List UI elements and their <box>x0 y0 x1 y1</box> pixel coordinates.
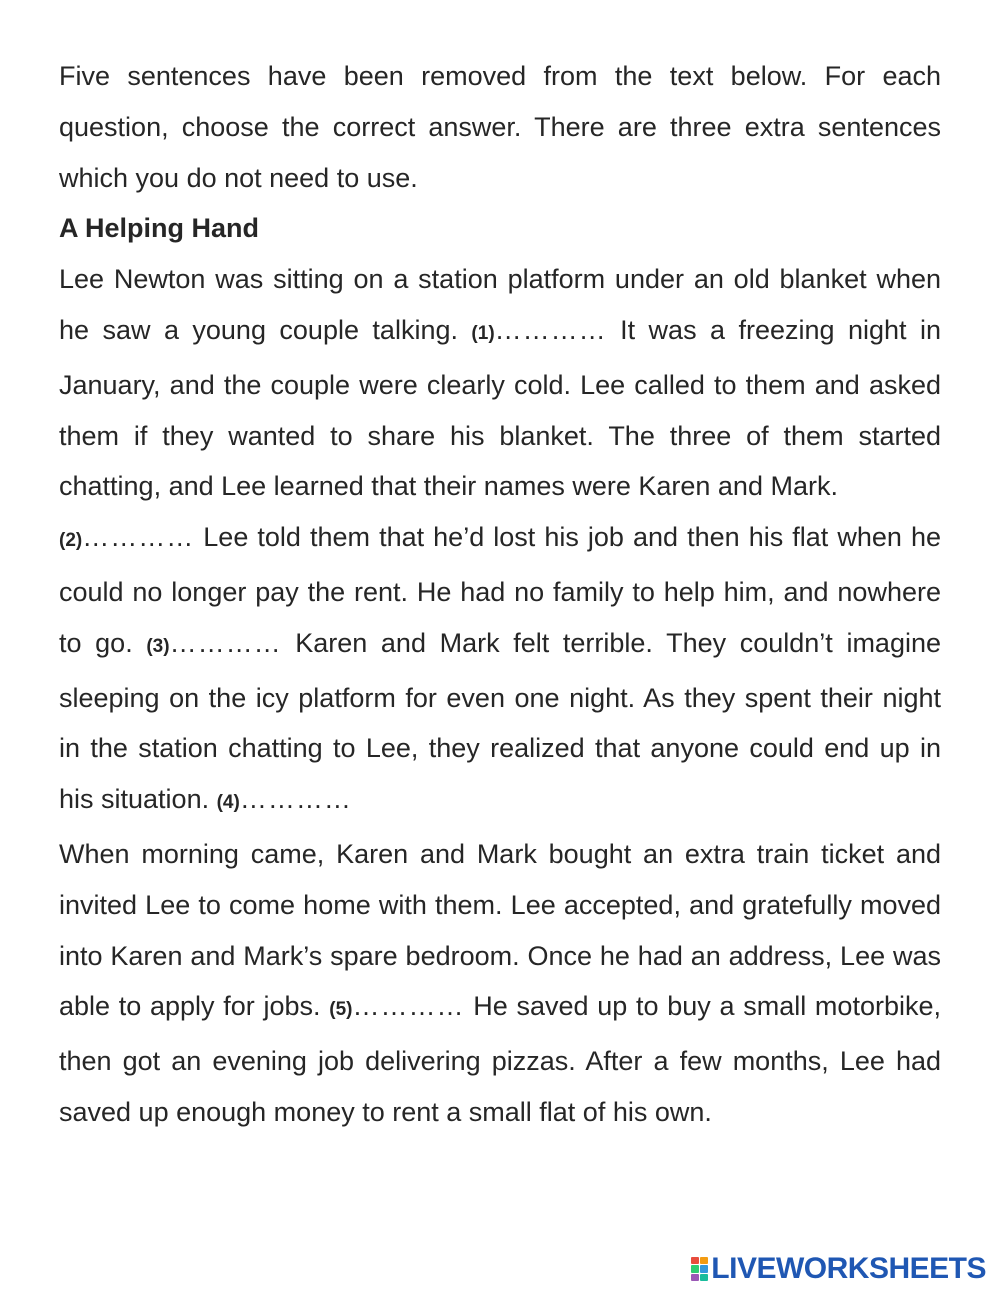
paragraph-3-text-a: When morning came, Karen and Mark bought an extra train ticket and invited Lee to come home with them. Lee accepted, and gratefully moved into Karen and Mark’s spare bedroom. Once he had an address, Lee was able to apply for jobs. <box>59 838 941 1022</box>
gap-4-dots: ………… <box>239 784 352 815</box>
paragraph-2 <box>59 512 941 829</box>
logo-square <box>700 1265 708 1273</box>
gap-1[interactable] <box>471 315 606 345</box>
gap-1-dots: ………… <box>494 314 607 345</box>
liveworksheets-logo <box>691 1254 986 1284</box>
gap-2-dots: ………… <box>82 522 195 553</box>
paragraph-3 <box>59 829 941 1138</box>
gap-5[interactable] <box>329 991 464 1021</box>
instructions: Five sentences have been removed from the text below. For each question, choose the correct answer. There are three extra sentences which you do not need to use. <box>59 61 941 193</box>
gap-5-dots: ………… <box>352 991 465 1022</box>
gap-3-dots: ………… <box>169 627 282 658</box>
paragraph-2-text-a: Lee told them that he’d lost his job and then his flat when he could no longer pay the rent. He had no family to help him, and nowhere to go. <box>59 522 941 658</box>
gap-2[interactable] <box>59 522 194 552</box>
logo-square <box>691 1257 699 1265</box>
gap-3-number: (3) <box>146 635 170 657</box>
logo-mark-icon <box>691 1257 708 1282</box>
paragraph-2-text-b: Karen and Mark felt terrible. They couldn’t imagine sleeping on the icy platform for even one night. As they spent their night in the station chatting to Lee, they realized that anyone could end up in his situation. <box>59 627 941 815</box>
paragraph-1 <box>59 254 941 512</box>
paragraph-1-text-a: Lee Newton was sitting on a station platform under an old blanket when he saw a young couple talking. <box>59 264 941 345</box>
logo-square <box>691 1274 699 1282</box>
worksheet-text <box>59 51 941 1138</box>
logo-square <box>700 1257 708 1265</box>
gap-1-number: (1) <box>471 322 495 344</box>
gap-4-number: (4) <box>216 792 240 814</box>
paragraph-1-text-b: It was a freezing night in January, and the couple were clearly cold. Lee called to them and asked them if they wanted to share his blanket. The three of them started chatting, and Lee learned that their names were Karen and Mark. <box>59 314 941 502</box>
gap-4[interactable] <box>217 784 352 814</box>
gap-3[interactable] <box>146 628 281 658</box>
gap-5-number: (5) <box>329 999 353 1021</box>
logo-square <box>700 1274 708 1282</box>
logo-text: LIVEWORKSHEETS <box>711 1252 986 1285</box>
story-title: A Helping Hand <box>59 213 259 244</box>
logo-square <box>691 1265 699 1273</box>
gap-2-number: (2) <box>59 530 83 552</box>
paragraph-3-text-b: He saved up to buy a small motorbike, then got an evening job delivering pizzas. After a few months, Lee had saved up enough money to rent a small flat of his own. <box>59 991 941 1127</box>
